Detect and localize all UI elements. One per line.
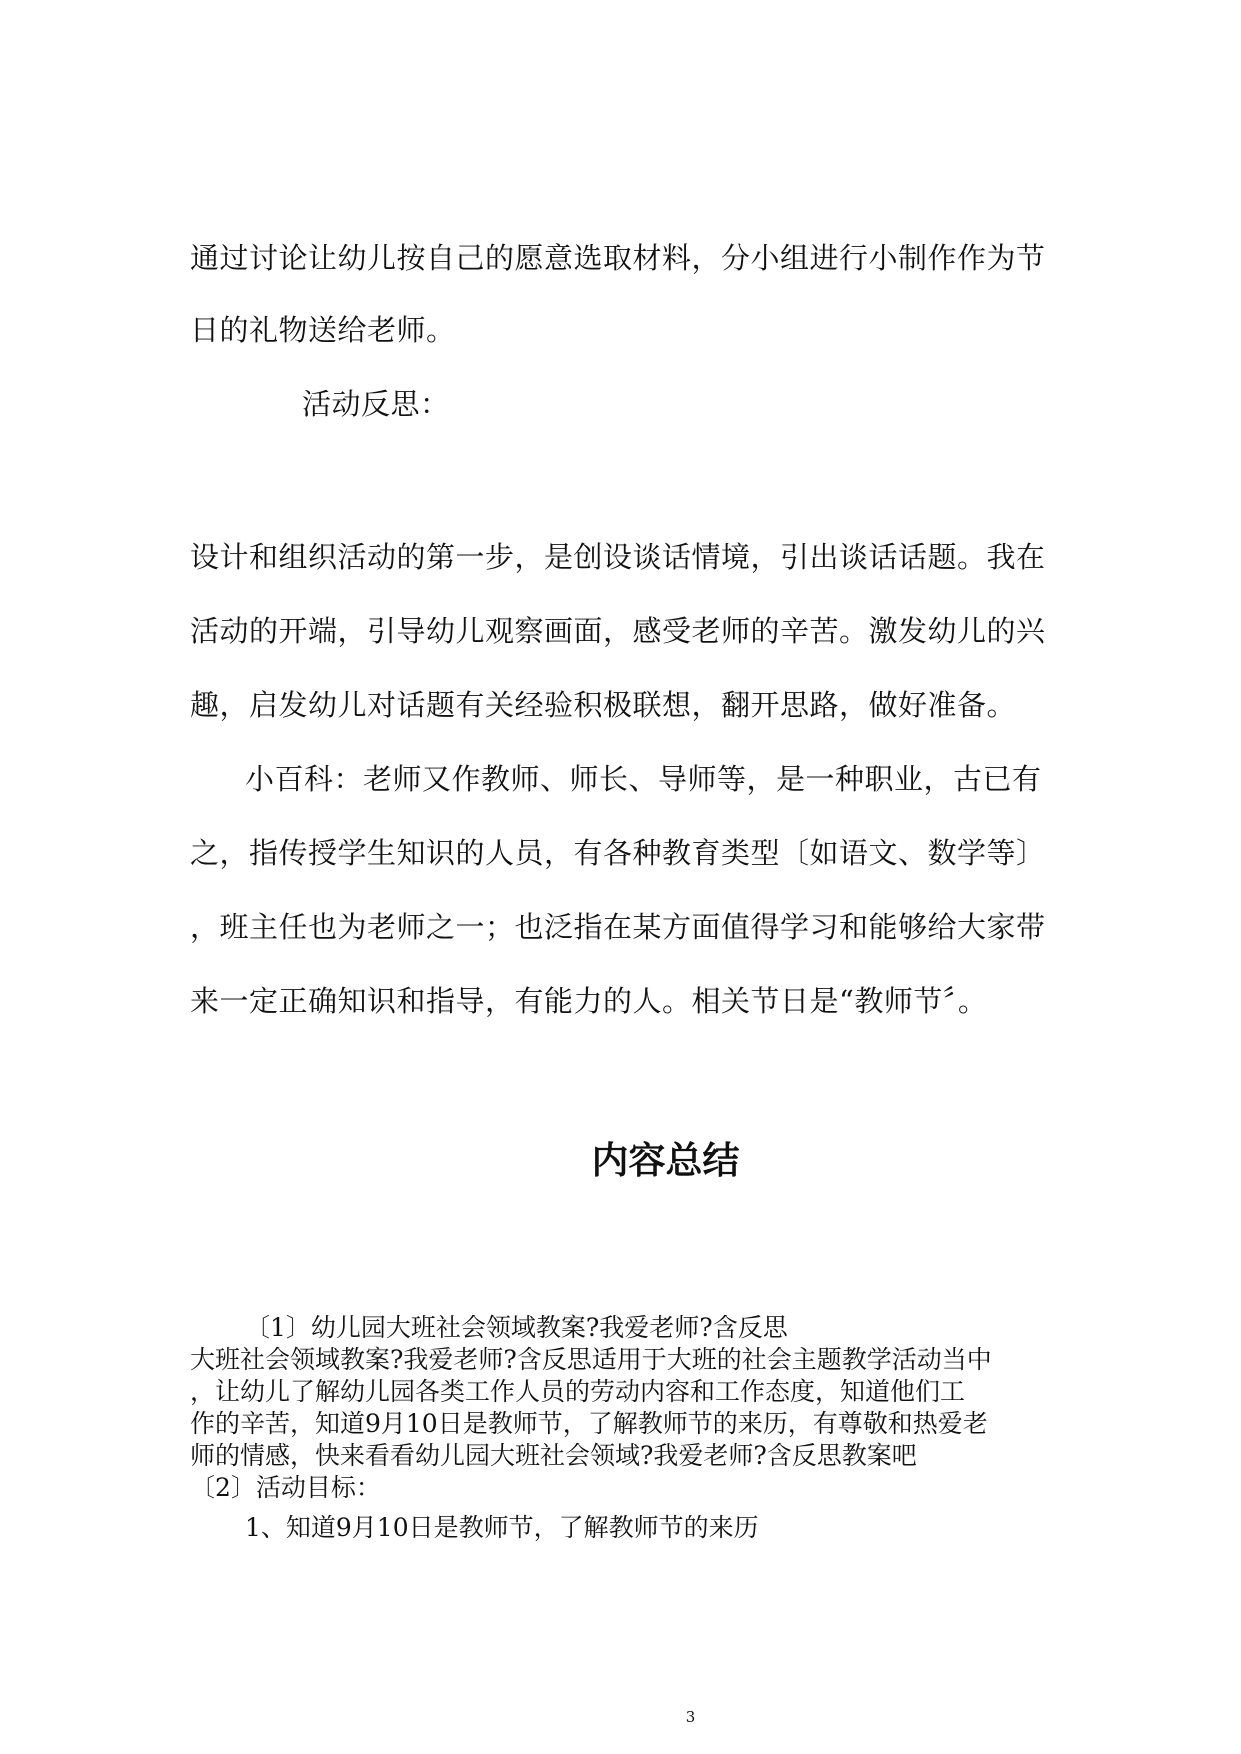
- summary-line: ，让幼儿了解幼儿园各类工作人员的劳动内容和工作态度，知道他们工: [190, 1377, 966, 1406]
- paragraph-line: 日的礼物送给老师。: [190, 313, 456, 347]
- summary-line: 〔1〕幼儿园大班社会领域教案?我爱老师?含反思: [245, 1313, 788, 1342]
- summary-line: 〔2〕活动目标：: [190, 1473, 381, 1502]
- paragraph-line: 活动的开端，引导幼儿观察画面，感受老师的辛苦。激发幼儿的兴: [190, 614, 1046, 648]
- paragraph-line: ，班主任也为老师之一；也泛指在某方面值得学习和能够给大家带: [190, 910, 1046, 944]
- paragraph-line: 设计和组织活动的第一步，是创设谈话情境，引出谈话话题。我在: [190, 540, 1046, 574]
- page-number: 3: [685, 1708, 696, 1726]
- paragraph-line: 之，指传授学生知识的人员，有各种教育类型〔如语文、数学等〕: [190, 836, 1046, 870]
- summary-heading: 内容总结: [591, 1138, 740, 1182]
- summary-line: 师的情感，快来看看幼儿园大班社会领域?我爱老师?含反思教案吧: [190, 1441, 917, 1470]
- paragraph-line: 小百科：老师又作教师、师长、导师等，是一种职业，古已有: [245, 762, 1042, 796]
- paragraph-line: 通过讨论让幼儿按自己的愿意选取材料，分小组进行小制作作为节: [190, 241, 1046, 275]
- summary-line: 大班社会领域教案?我爱老师?含反思适用于大班的社会主题教学活动当中: [190, 1345, 992, 1374]
- summary-line: 1、知道9月10日是教师节，了解教师节的来历: [245, 1513, 759, 1542]
- summary-line: 作的辛苦，知道9月10日是教师节，了解教师节的来历，有尊敬和热爱老: [190, 1409, 988, 1438]
- paragraph-line: 来一定正确知识和指导，有能力的人。相关节日是“教师节〞。: [190, 984, 988, 1018]
- reflection-label: 活动反思：: [302, 387, 450, 421]
- paragraph-line: 趣，启发幼儿对话题有关经验积极联想，翻开思路，做好准备。: [190, 688, 1017, 722]
